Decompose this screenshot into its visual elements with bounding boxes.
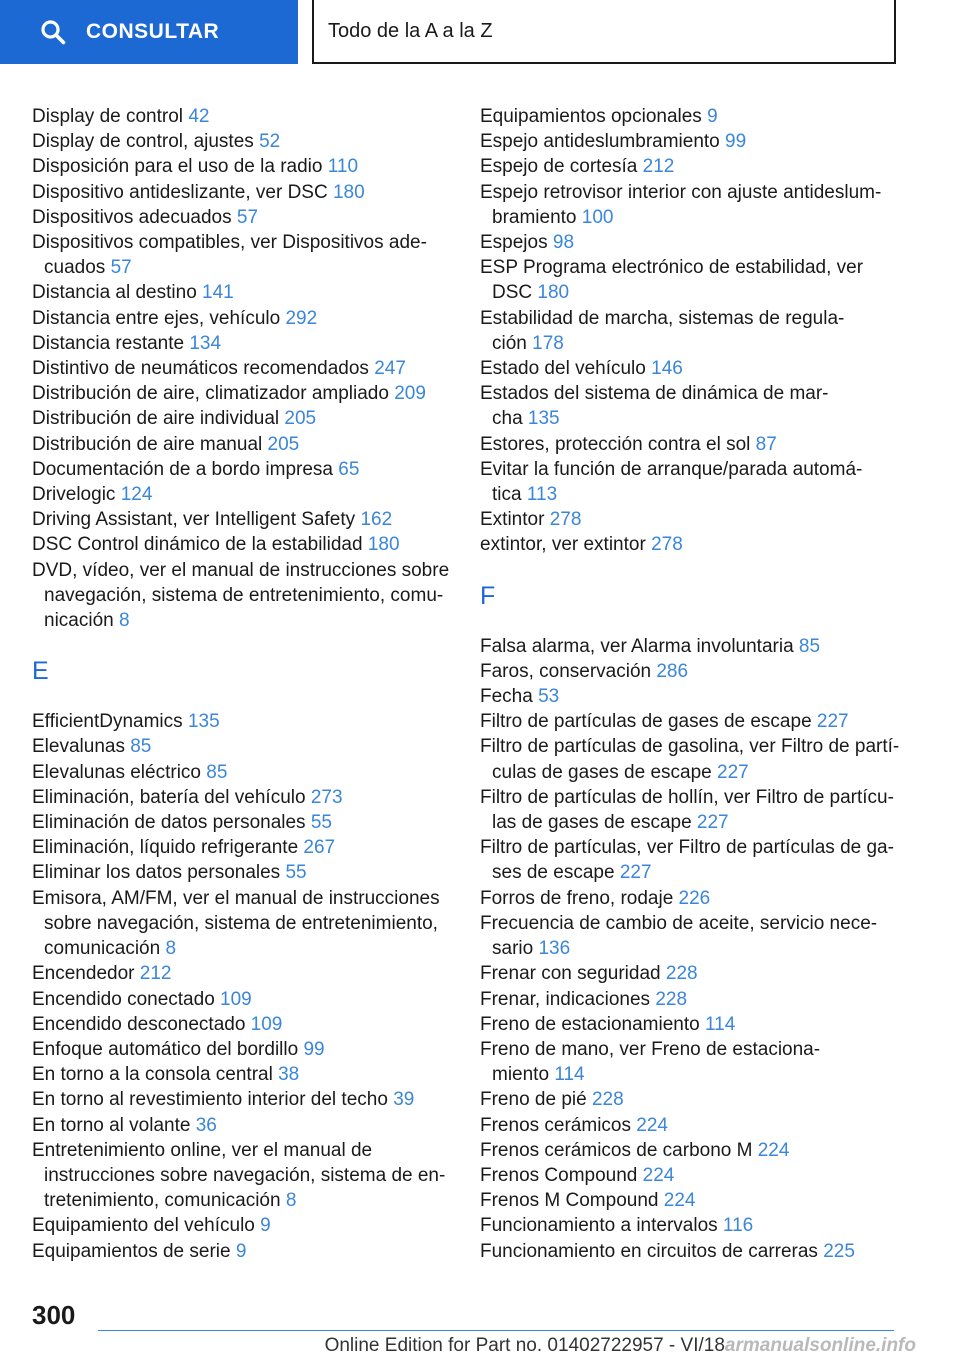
index-entry	[480, 432, 900, 457]
page-link[interactable]: 227	[696, 812, 729, 834]
page-link[interactable]: 180	[332, 181, 365, 203]
watermark: armanualsonline.info	[724, 1335, 916, 1356]
index-entry	[480, 886, 900, 911]
entry-text: Equipamientos opcionales	[480, 106, 702, 127]
index-entry	[32, 457, 472, 482]
entry-text: Filtro de partículas de hollín, ver Filtro de partícu‐ las de gases de escape	[480, 786, 894, 834]
page-link[interactable]: 36	[195, 1114, 217, 1136]
page-link[interactable]: 53	[538, 686, 560, 708]
index-entry	[32, 1037, 472, 1062]
index-entry	[480, 709, 900, 734]
page-link[interactable]: 39	[393, 1089, 415, 1111]
index-entry	[32, 810, 472, 835]
entry-text: Distribución de aire manual	[32, 433, 263, 455]
page-link[interactable]: 136	[538, 938, 571, 960]
index-entry	[32, 1062, 472, 1087]
page-link[interactable]: 134	[189, 332, 222, 354]
page-link[interactable]: 209	[394, 383, 426, 405]
index-entry	[480, 180, 900, 230]
index-entry	[32, 987, 472, 1012]
index-entry	[32, 306, 472, 331]
entry-text: Espejos	[480, 232, 548, 254]
entry-text: Frenar con seguridad	[480, 963, 661, 985]
index-entry	[480, 1188, 900, 1213]
entry-text: Funcionamiento en circuitos de carreras	[480, 1240, 818, 1262]
index-entry	[32, 280, 472, 305]
index-entry	[480, 1087, 900, 1112]
entry-text: Elevalunas eléctrico	[32, 761, 201, 783]
entry-text: ESP Programa electrónico de estabilidad, ver DSC	[480, 257, 864, 304]
index-entry	[480, 911, 900, 961]
entry-text: DVD, vídeo, ver el manual de instrucciones sobre navegación, sistema de entretenimiento, comu‐ nicación	[32, 559, 450, 632]
index-entry	[32, 1239, 472, 1264]
header	[0, 0, 960, 66]
index-entry	[480, 104, 900, 129]
page-link[interactable]: 99	[725, 131, 747, 153]
page-link[interactable]: 180	[537, 282, 570, 304]
entry-text: Fecha	[480, 686, 533, 708]
entry-text: Distribución de aire, climatizador ampliado	[32, 383, 389, 405]
index-entry	[32, 180, 472, 205]
page-link[interactable]: 8	[165, 938, 177, 960]
page-link[interactable]: 205	[267, 433, 300, 455]
entry-text: Espejo de cortesía	[480, 156, 638, 178]
entry-text: Elevalunas	[32, 736, 125, 758]
entry-text: Equipamientos de serie	[32, 1240, 231, 1262]
index-entry	[480, 1012, 900, 1037]
entry-text: Dispositivo antideslizante, ver DSC	[32, 181, 328, 203]
index-entry	[480, 1163, 900, 1188]
index-entry	[32, 331, 472, 356]
index-entry	[480, 306, 900, 356]
entry-text: Freno de estacionamiento	[480, 1013, 700, 1035]
index-entry	[32, 1138, 472, 1214]
page-link[interactable]: 227	[816, 711, 849, 733]
page-link[interactable]: 57	[110, 257, 132, 279]
page-link[interactable]: 162	[360, 509, 393, 531]
page-link[interactable]: 100	[581, 206, 614, 228]
page-link[interactable]: 113	[526, 484, 558, 506]
page-link[interactable]: 292	[285, 307, 318, 329]
index-entry	[32, 507, 472, 532]
index-entry	[480, 734, 900, 784]
index-entry	[480, 507, 900, 532]
entry-text: Dispositivos compatibles, ver Dispositivos ade‐ cuados	[32, 232, 427, 279]
index-entry	[32, 961, 472, 986]
index-entry	[32, 785, 472, 810]
entry-text: Documentación de a bordo impresa	[32, 458, 334, 480]
page-link[interactable]: 9	[260, 1215, 271, 1237]
page-link[interactable]: 228	[655, 988, 688, 1010]
entry-text: En torno al volante	[32, 1114, 191, 1136]
entry-text: Eliminación, batería del vehículo	[32, 786, 306, 808]
page-link[interactable]: 55	[285, 862, 307, 884]
index-entry	[32, 205, 472, 230]
index-entry	[480, 659, 900, 684]
page-number: 300	[32, 1300, 76, 1330]
page-link[interactable]: 224	[642, 1164, 675, 1186]
search-icon	[40, 19, 66, 45]
page-link[interactable]: 38	[278, 1064, 300, 1086]
index-entry	[480, 230, 900, 255]
page-link[interactable]: 224	[757, 1139, 790, 1161]
entry-text: Disposición para el uso de la radio	[32, 156, 323, 178]
entry-text: Entretenimiento online, ver el manual de instrucciones sobre navegación, sistema de en‐ tretenimiento, comunicación	[32, 1139, 446, 1212]
page-link[interactable]: 273	[310, 786, 343, 808]
index-entry	[480, 129, 900, 154]
index-entry	[32, 1087, 472, 1112]
entry-text: Dispositivos adecuados	[32, 206, 232, 228]
index-entry	[32, 886, 472, 962]
index-column-left	[32, 104, 472, 1264]
entry-text: Frenos cerámicos	[480, 1114, 631, 1136]
entry-text: Enfoque automático del bordillo	[32, 1038, 299, 1060]
index-entry	[480, 381, 900, 431]
entry-text: Distribución de aire individual	[32, 408, 280, 430]
page-link[interactable]: 85	[798, 635, 821, 657]
page-link[interactable]: 228	[665, 963, 698, 985]
index-entry	[32, 860, 472, 885]
entry-text: Extintor	[480, 509, 545, 531]
a-to-z-label: Todo de la A a la Z	[328, 19, 493, 42]
entry-text: Equipamiento del vehículo	[32, 1215, 255, 1237]
page-link[interactable]: 135	[527, 408, 560, 430]
entry-text: Encendedor	[32, 963, 135, 985]
consultar-label: CONSULTAR	[86, 20, 220, 43]
page-link[interactable]: 65	[338, 458, 360, 480]
section-letter: E	[32, 657, 49, 686]
entry-text: Frenar, indicaciones	[480, 988, 651, 1010]
entry-text: Estabilidad de marcha, sistemas de regula‐ ción	[480, 307, 845, 354]
index-entry	[32, 432, 472, 457]
page-link[interactable]: 116	[722, 1215, 754, 1237]
section-letter: F	[480, 581, 496, 610]
index-entry	[32, 129, 472, 154]
page-link[interactable]: 224	[663, 1190, 696, 1212]
entry-text: Estores, protección contra el sol	[480, 433, 751, 455]
index-entry	[32, 558, 472, 634]
page-link[interactable]: 205	[284, 408, 317, 430]
entry-text: Display de control, ajustes	[32, 131, 254, 153]
index-entry	[32, 835, 472, 860]
footer-edition	[0, 1332, 960, 1360]
index-entry	[480, 1138, 900, 1163]
index-entry	[480, 961, 900, 986]
page-link[interactable]: 114	[554, 1064, 585, 1086]
index-entry	[480, 684, 900, 709]
entry-text: Display de control	[32, 106, 184, 127]
page-link[interactable]: 85	[206, 761, 228, 783]
index-entry	[32, 1213, 472, 1238]
index-entry	[480, 1239, 900, 1264]
page-link[interactable]: 267	[303, 837, 336, 859]
entry-text: Freno de mano, ver Freno de estaciona‐ miento	[480, 1038, 821, 1086]
page-link[interactable]: 8	[119, 610, 130, 632]
entry-text: Falsa alarma, ver Alarma involuntaria	[480, 635, 794, 657]
index-entry	[32, 1113, 472, 1138]
a-to-z-tab[interactable]	[312, 0, 896, 64]
index-column-right	[480, 104, 900, 1264]
page-link[interactable]: 57	[236, 206, 259, 228]
index-entry	[32, 381, 472, 406]
page-link[interactable]: 42	[188, 106, 210, 127]
entry-text: Distancia al destino	[32, 282, 197, 304]
entry-text: En torno al revestimiento interior del techo	[32, 1089, 388, 1111]
page-link[interactable]: 110	[327, 156, 359, 178]
entry-text: Filtro de partículas de gasolina, ver Filtro de partí‐ culas de gases de escape	[480, 736, 900, 783]
index-entry	[480, 634, 900, 659]
entry-text: Eliminar los datos personales	[32, 862, 281, 884]
entry-text: extintor, ver extintor	[480, 534, 646, 556]
page-link[interactable]: 141	[202, 282, 234, 304]
entry-text: Espejo antideslumbramiento	[480, 131, 720, 153]
page-link[interactable]: 180	[367, 534, 400, 556]
entry-text: Funcionamiento a intervalos	[480, 1215, 718, 1237]
entry-text: Estado del vehículo	[480, 358, 646, 380]
index-entry	[480, 457, 900, 507]
index-entry	[480, 255, 900, 305]
entry-text: Freno de pié	[480, 1089, 587, 1111]
index-entry	[32, 406, 472, 431]
index-entry	[480, 1113, 900, 1138]
page-link[interactable]: 52	[259, 131, 281, 153]
footer-divider	[98, 1330, 894, 1331]
page-link[interactable]: 228	[591, 1089, 624, 1111]
page-link[interactable]: 178	[532, 332, 564, 354]
index-entry	[480, 532, 900, 557]
page-link[interactable]: 124	[120, 484, 153, 506]
page-link[interactable]: 109	[220, 988, 252, 1010]
entry-text: Espejo retrovisor interior con ajuste antideslum‐ bramiento	[480, 181, 882, 228]
index-entry	[480, 835, 900, 885]
index-entry	[32, 482, 472, 507]
entry-text: EfficientDynamics	[32, 711, 183, 733]
page-link[interactable]: 146	[651, 358, 683, 380]
page-link[interactable]: 135	[187, 711, 220, 733]
entry-text: Eliminación, líquido refrigerante	[32, 837, 299, 859]
page-link[interactable]: 99	[303, 1038, 325, 1060]
entry-text: Distancia entre ejes, vehículo	[32, 307, 281, 329]
entry-text: Forros de freno, rodaje	[480, 887, 674, 909]
index-entry	[480, 1037, 900, 1087]
page-link[interactable]: 212	[642, 156, 675, 178]
index-entry	[480, 785, 900, 835]
page-link[interactable]: 85	[130, 736, 152, 758]
index-entry	[32, 532, 472, 557]
entry-text: Distancia restante	[32, 332, 185, 354]
page-link[interactable]: 212	[139, 963, 172, 985]
index-entry	[480, 154, 900, 179]
index-entry	[480, 356, 900, 381]
page-link[interactable]: 227	[619, 862, 652, 884]
index-entry	[480, 1213, 900, 1238]
consultar-tab[interactable]	[0, 0, 298, 64]
page-link[interactable]: 8	[285, 1190, 297, 1212]
entry-text: Encendido desconectado	[32, 1013, 246, 1035]
page-link[interactable]: 247	[374, 358, 406, 380]
entry-text: Evitar la función de arranque/parada automá‐ tica	[480, 458, 863, 506]
entry-text: Driving Assistant, ver Intelligent Safety	[32, 509, 356, 531]
entry-text: Frenos Compound	[480, 1164, 638, 1186]
edition-text: Online Edition for Part no. 01402722957 - VI/18	[324, 1335, 725, 1356]
page-link[interactable]: 278	[651, 534, 683, 556]
index-entry	[32, 734, 472, 759]
page-link[interactable]: 226	[678, 887, 711, 909]
page-link[interactable]: 286	[656, 660, 689, 682]
page-link[interactable]: 9	[235, 1240, 247, 1262]
entry-text: Frenos M Compound	[480, 1190, 659, 1212]
entry-text: Frenos cerámicos de carbono M	[480, 1139, 753, 1161]
page-link[interactable]: 114	[704, 1013, 736, 1035]
page-link[interactable]: 227	[717, 761, 749, 783]
entry-text: DSC Control dinámico de la estabilidad	[32, 534, 363, 556]
index-entry	[32, 356, 472, 381]
page-link[interactable]: 87	[755, 433, 777, 455]
entry-text: Filtro de partículas de gases de escape	[480, 711, 812, 733]
entry-text: Faros, conservación	[480, 660, 652, 682]
entry-text: Emisora, AM/FM, ver el manual de instrucciones sobre navegación, sistema de entretenimiento, comunicación	[32, 887, 440, 960]
entry-text: En torno a la consola central	[32, 1064, 273, 1086]
entry-text: Drivelogic	[32, 484, 116, 506]
page-link[interactable]: 224	[636, 1114, 668, 1136]
page-link[interactable]: 225	[823, 1240, 855, 1262]
entry-text: Filtro de partículas, ver Filtro de partículas de ga‐ ses de escape	[480, 837, 894, 884]
entry-text: Eliminación de datos personales	[32, 812, 306, 834]
index-entry	[32, 760, 472, 785]
entry-text: Estados del sistema de dinámica de mar‐ cha	[480, 383, 829, 430]
entry-text: Encendido conectado	[32, 988, 215, 1010]
entry-text: Frecuencia de cambio de aceite, servicio nece‐ sario	[480, 912, 878, 960]
index-entry	[32, 104, 472, 129]
page-link[interactable]: 55	[310, 812, 332, 834]
index-entry	[32, 709, 472, 734]
index-entry	[32, 154, 472, 179]
page-link[interactable]: 109	[250, 1013, 283, 1035]
index-entry	[32, 230, 472, 280]
index-entry	[480, 987, 900, 1012]
index-entry	[32, 1012, 472, 1037]
page-link[interactable]: 9	[707, 106, 718, 127]
page-link[interactable]: 98	[552, 232, 575, 254]
entry-text: Distintivo de neumáticos recomendados	[32, 358, 369, 380]
page-link[interactable]: 278	[549, 509, 582, 531]
